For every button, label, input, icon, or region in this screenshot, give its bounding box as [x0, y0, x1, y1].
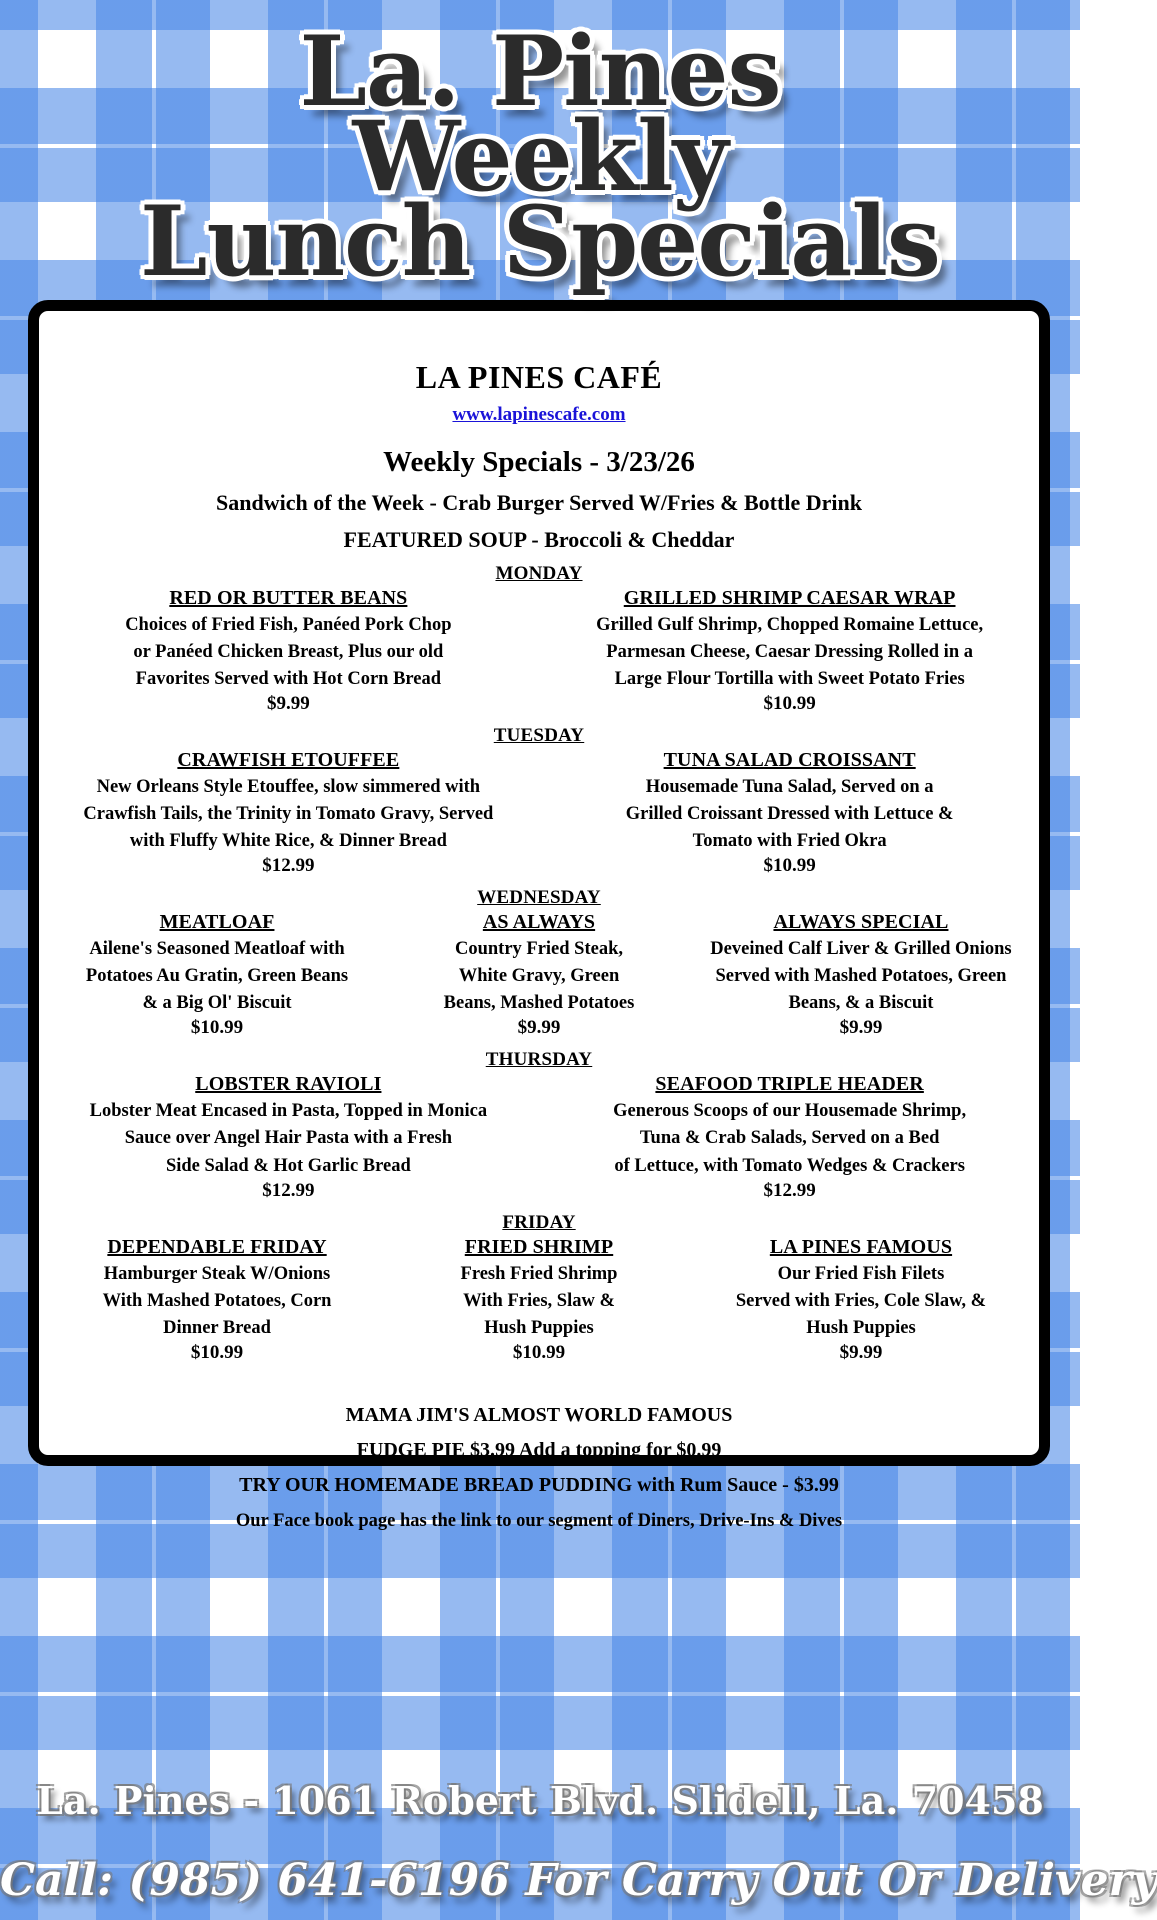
menu-item-description-line: Dinner Bread: [163, 1317, 271, 1338]
menu-item-description-line: Potatoes Au Gratin, Green Beans: [85, 966, 349, 987]
menu-item-description-line: Hamburger Steak W/Onions: [103, 1263, 331, 1284]
menu-item-description-line: Country Fried Steak,: [454, 939, 624, 960]
menu-item: [57, 587, 520, 715]
menu-item-description-line: Side Salad & Hot Garlic Bread: [165, 1155, 411, 1176]
menu-item-price: $9.99: [266, 693, 310, 715]
menu-item: [57, 749, 520, 877]
menu-item-description-line: White Gravy, Green: [458, 966, 620, 987]
menu-item-price: $10.99: [763, 855, 816, 877]
menu-item: [57, 1073, 520, 1201]
menu-item-description-line: Large Flour Tortilla with Sweet Potato Fries: [614, 669, 965, 690]
facebook-note: Our Face book page has the link to our segment of Diners, Drive-Ins & Dives: [235, 1510, 843, 1531]
cafe-website[interactable]: [57, 404, 1021, 426]
menu-item-title: GRILLED SHRIMP CAESAR WRAP: [623, 587, 956, 609]
menu-item: [701, 911, 1021, 1039]
menu-item-description-line: Sauce over Angel Hair Pasta with a Fresh: [124, 1128, 453, 1149]
menu-item-price: $9.99: [839, 1017, 883, 1039]
menu-item: [558, 1073, 1021, 1201]
headline-line-2: Weekly: [352, 100, 728, 214]
dessert-line-1: MAMA JIM'S ALMOST WORLD FAMOUS: [345, 1403, 733, 1426]
menu-item-description-line: Hush Puppies: [806, 1317, 916, 1338]
menu-item-description-line: Beans, & a Biscuit: [788, 993, 934, 1014]
cafe-name: LA PINES CAFÉ: [415, 359, 663, 395]
menu-item-price: $10.99: [763, 693, 816, 715]
menu-item-price: $12.99: [763, 1179, 816, 1201]
menu-item-description-line: or Panéed Chicken Breast, Plus our old: [133, 642, 444, 663]
menu-card: [28, 300, 1050, 1531]
weekly-specials-title: Weekly Specials - 3/23/26: [383, 446, 695, 478]
menu-item: [558, 587, 1021, 715]
menu-item-description-line: With Fries, Slaw &: [463, 1290, 615, 1311]
sandwich-of-the-week: Sandwich of the Week - Crab Burger Served W/Fries & Bottle Drink: [216, 490, 862, 515]
menu-item: [701, 1236, 1021, 1364]
daily-specials-container: [57, 563, 1021, 1364]
contact-banner: [0, 1778, 1157, 1906]
menu-item-price: $9.99: [839, 1341, 883, 1363]
menu-item-price: $12.99: [262, 855, 315, 877]
menu-item-description-line: Beans, Mashed Potatoes: [443, 993, 635, 1014]
headline-line-3: Lunch Specials: [140, 185, 940, 299]
menu-item-description-line: Parmesan Cheese, Caesar Dressing Rolled in a: [606, 642, 973, 663]
menu-item-description-line: New Orleans Style Etouffee, slow simmered with: [96, 777, 481, 798]
menu-item-title: AS ALWAYS: [482, 911, 596, 934]
menu-item-description-line: Fresh Fried Shrimp: [460, 1263, 618, 1284]
menu-item-price: $9.99: [517, 1017, 561, 1039]
headline-line-1: La. Pines: [299, 15, 781, 128]
day-label-tuesday: TUESDAY: [493, 725, 585, 747]
day-row-wednesday: [57, 911, 1021, 1039]
menu-item-description-line: Choices of Fried Fish, Panéed Pork Chop: [125, 615, 452, 635]
menu-item-description-line: Served with Fries, Cole Slaw, &: [735, 1290, 987, 1311]
menu-item-description-line: Our Fried Fish Filets: [777, 1263, 945, 1284]
menu-item-description-line: Favorites Served with Hot Corn Bread: [135, 669, 442, 690]
menu-item: [379, 1236, 699, 1364]
menu-item-title: SEAFOOD TRIPLE HEADER: [655, 1073, 924, 1096]
menu-item-description-line: Generous Scoops of our Housemade Shrimp,: [613, 1101, 967, 1122]
menu-item-title: CRAWFISH ETOUFFEE: [177, 749, 400, 772]
menu-item-price: $10.99: [190, 1017, 244, 1039]
menu-item-description-line: & a Big Ol' Biscuit: [142, 993, 292, 1014]
day-row-monday: [57, 587, 1021, 715]
menu-item-price: $10.99: [512, 1341, 566, 1363]
menu-item-description-line: Lobster Meat Encased in Pasta, Topped in Monica: [89, 1101, 488, 1122]
day-row-friday: [57, 1236, 1021, 1364]
menu-item-description-line: Tuna & Crab Salads, Served on a Bed: [639, 1128, 940, 1149]
day-row-thursday: [57, 1073, 1021, 1201]
website-link[interactable]: www.lapinescafe.com: [452, 404, 626, 425]
day-label-wednesday: WEDNESDAY: [477, 887, 601, 909]
menu-item-price: $10.99: [190, 1341, 244, 1363]
menu-item-description-line: Grilled Gulf Shrimp, Chopped Romaine Lettuce,: [596, 615, 984, 635]
menu-item-description-line: Hush Puppies: [484, 1317, 594, 1338]
menu-item-description-line: of Lettuce, with Tomato Wedges & Crackers: [614, 1155, 965, 1176]
day-label-thursday: THURSDAY: [485, 1049, 593, 1071]
menu-item-title: LOBSTER RAVIOLI: [195, 1073, 382, 1096]
menu-item-title: ALWAYS SPECIAL: [773, 911, 949, 934]
menu-item-title: LA PINES FAMOUS: [769, 1235, 953, 1258]
menu-item-title: DEPENDABLE FRIDAY: [107, 1235, 327, 1258]
menu-item-title: FRIED SHRIMP: [464, 1235, 614, 1258]
dessert-line-2: FUDGE PIE $3.99 Add a topping for $0.99: [356, 1438, 722, 1461]
menu-item: [57, 1236, 377, 1364]
dessert-line-3: TRY OUR HOMEMADE BREAD PUDDING with Rum Sauce - $3.99: [239, 1473, 839, 1496]
menu-item-description-line: Grilled Croissant Dressed with Lettuce &: [625, 804, 954, 825]
menu-item-description-line: Housemade Tuna Salad, Served on a: [645, 777, 934, 798]
menu-item-description-line: Ailene's Seasoned Meatloaf with: [89, 939, 345, 960]
menu-item-title: RED OR BUTTER BEANS: [169, 587, 408, 609]
menu-item-title: MEATLOAF: [159, 911, 275, 934]
dessert-block: [57, 1404, 1021, 1532]
menu-item: [57, 911, 377, 1039]
menu-item: [379, 911, 699, 1039]
day-label-monday: MONDAY: [495, 563, 583, 584]
menu-item-description-line: Tomato with Fried Okra: [692, 831, 887, 852]
menu-item-description-line: Crawfish Tails, the Trinity in Tomato Gravy, Served: [83, 804, 494, 825]
menu-item-title: TUNA SALAD CROISSANT: [663, 749, 916, 772]
menu-item-description-line: Served with Mashed Potatoes, Green: [715, 966, 1007, 987]
menu-item-description-line: with Fluffy White Rice, & Dinner Bread: [129, 831, 447, 852]
menu-item-price: $12.99: [262, 1179, 315, 1201]
menu-item-description-line: Deveined Calf Liver & Grilled Onions: [710, 939, 1012, 960]
address-line: La. Pines - 1061 Robert Blvd. Slidell, La. 70458: [36, 1778, 1044, 1823]
phone-line: Call: (985) 641-6196 For Carry Out Or Delivery: [0, 1855, 1157, 1906]
day-row-tuesday: [57, 749, 1021, 877]
featured-soup: FEATURED SOUP - Broccoli & Cheddar: [343, 527, 735, 552]
day-label-friday: FRIDAY: [502, 1211, 576, 1233]
menu-item: [558, 749, 1021, 877]
menu-item-description-line: With Mashed Potatoes, Corn: [102, 1290, 332, 1311]
